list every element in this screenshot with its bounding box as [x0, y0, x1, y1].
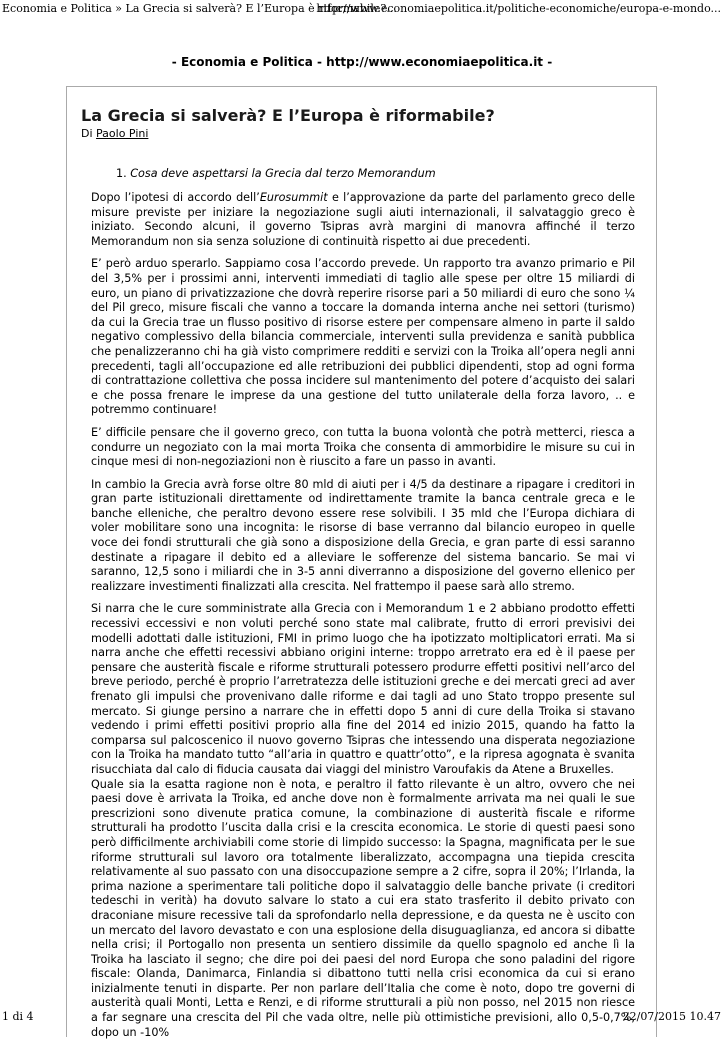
paragraph-6: Quale sia la esatta ragione non è nota, e peraltro il fatto rilevante è un altro, ovvero che nei paesi dove è arrivata la Troika, ed anche dove non è formalmente arrivata ma nei quali le sue prescrizioni sono divenute pratica comune, la combinazione di austerità fiscale e riforme strutturali ha prodotto l’uscita dalla crisi e la crescita economica. Le storie di questi paesi sono però difficilmente archiviabili come storie di limpido successo: la Spagna, magnificata per le sue riforme strutturali sul lavoro ora totalmente liberalizzato, accompagna una tiepida crescita relativamente al suo passato con una disoccupazione sempre a 2 cifre, sopra il 20%; l’Irlanda, la prima nazione a sperimentare tali politiche dopo il salvataggio delle banche private (i creditori tedeschi in verità) ha dovuto salvare lo stato a cui era stato trasferito il debito privato con draconiane misure recessive tali da sprofondarlo nella depressione, e da questa ne è uscito con un mercato del lavoro devastato e con una esplosione della disuguaglianza, ed ancora si dibatte nella crisi; il Portogallo non presenta un sentiero dissimile da quello spagnolo ed anche lì la Troika ha lasciato il segno; che dire poi dei paesi del nord Europa che sono paladini del rigore fiscale: Olanda, Danimarca, Finlandia si dibattono tutti nella crisi economica da cui si erano inizialmente tenuti in disparte. Per non parlare dell’Italia che come è noto, dopo tre governi di austerità quali Monti, Letta e Renzi, e di riforme strutturali a più non posso, nel 2015 non riesce a far segnare una crescita del Pil che vada oltre, nelle più ottimistiche previsioni, allo 0,5-0,7%, dopo un -10% — [91, 777, 635, 1039]
paragraph-1-after: e l’approvazione da parte del parlamento greco delle misure previste per iniziare la negoziazione sugli aiuti internazionali, il salvataggio greco è iniziato. Secondo alcuni, il governo Tsipras avrà margini di manovra affinché il terzo Memorandum non sia senza soluzione di continuità rispetto ai due precedenti. — [91, 191, 635, 248]
byline — [81, 127, 148, 140]
site-banner: - Economia e Politica - http://www.economiaepolitica.it - — [171, 55, 553, 69]
article-content — [91, 191, 635, 1048]
paragraph-1 — [91, 191, 635, 249]
paragraph-1-before: Dopo l’ipotesi di accordo dell’ — [91, 191, 260, 204]
author-link[interactable]: Paolo Pini — [96, 127, 149, 140]
section-number: 1. — [116, 167, 127, 180]
paragraph-1-emphasis: Eurosummit — [259, 191, 328, 204]
article-box — [66, 86, 657, 1037]
print-footer-date: 22/07/2015 10.47 — [622, 1010, 721, 1023]
paragraph-2: E’ però arduo sperarlo. Sappiamo cosa l’accordo prevede. Un rapporto tra avanzo primario e Pil del 3,5% per i prossimi anni, interventi immediati di taglio alle spese per oltre 15 miliardi di euro, un piano di privatizzazione che dovrà reperire risorse pari a 50 miliardi di euro che sono ¼ del Pil greco, misure fiscali che vanno a toccare la domanda interna anche nei settori (turismo) da cui la Grecia trae un flusso positivo di risorse estere per compensare almeno in parte il saldo negativo complessivo della bilancia commerciale, interventi sulla previdenza e sanità pubblica che penalizzeranno chi ha già visto comprimere redditi e servizi con la Troika all’opera negli anni precedenti, tagli all’occupazione ed alle retribuzioni dei pubblici dipendenti, stop ad ogni forma di contrattazione collettiva che possa incidere sul mantenimento del potere d’acquisto dei salari e che possa frenare le imprese da una gestione del tutto unilaterale della forza lavoro, .. e potremmo continuare! — [91, 257, 635, 417]
print-header-title: Economia e Politica » La Grecia si salverà? E l’Europa è riformabile?... — [2, 2, 397, 15]
article-title: La Grecia si salverà? E l’Europa è riformabile? — [81, 106, 495, 125]
paragraph-3: E’ difficile pensare che il governo greco, con tutta la buona volontà che potrà metterci, riesca a condurre un negoziato con la mai morta Troika che consenta di ammorbidire le misure su cui in cinque mesi di non-negoziazioni non è riuscito a fare un passo in avanti. — [91, 425, 635, 469]
print-header-url: http://www.economiaepolitica.it/politiche-economiche/europa-e-mondo... — [316, 2, 721, 15]
print-footer-page: 1 di 4 — [2, 1010, 34, 1023]
section-title: Cosa deve aspettarsi la Grecia dal terzo Memorandum — [130, 167, 436, 180]
paragraph-4: In cambio la Grecia avrà forse oltre 80 mld di aiuti per i 4/5 da destinare a ripagare i creditori in gran parte istituzionali direttamente od indirettamente tramite la banca centrale greca e le banche elleniche, che peraltro devono essere rese solvibili. I 35 mld che l’Europa dichiara di voler mobilitare sono una incognita: le risorse di base verranno dal bilancio europeo in quelle voce dei fondi strutturali che già sono a disposizione della Grecia, e gran parte di essi saranno destinate a ripagare il debito ed a alleviare le sofferenze del sistema bancario. Se mai vi saranno, 12,5 sono i miliardi che in 3-5 anni diverranno a disposizione del governo ellenico per realizzare investimenti finalizzati alla crescita. Nel frattempo il paese sarà allo stremo. — [91, 477, 635, 593]
paragraph-5: Si narra che le cure somministrate alla Grecia con i Memorandum 1 e 2 abbiano prodotto effetti recessivi eccessivi e non voluti perché sono state mal calibrate, frutto di errori previsivi dei modelli adottati dalle istituzioni, FMI in primo luogo che ha ipotizzato moltiplicatori errati. Ma si narra anche che effetti recessivi abbiano origini interne: troppo arretrato era ed è il paese per pensare che austerità fiscale e riforme strutturali potessero produrre effetti positivi nell’arco del breve periodo, perché è proprio l’arretratezza delle istituzioni greche e dei mercati greci ad aver frenato gli impulsi che provenivano dalle riforme e dai tagli ad uno Stato troppo presente sul mercato. Si giunge persino a narrare che in effetti dopo 5 anni di cure della Troika si stavano vedendo i primi effetti positivi proprio alla fine del 2014 ed inizio 2015, quando ha fatto la comparsa sul palcoscenico il nuovo governo Tsipras che intessendo una disperata negoziazione con la Troika ha mandato tutto “all’aria in quattro e quattr’otto”, e la ripresa agognata è svanita risucchiata dal calo di fiducia causata dai viaggi del ministro Varoufakis da Atene a Bruxelles. — [91, 602, 635, 776]
byline-prefix: Di — [81, 127, 93, 140]
section-heading — [116, 167, 436, 180]
